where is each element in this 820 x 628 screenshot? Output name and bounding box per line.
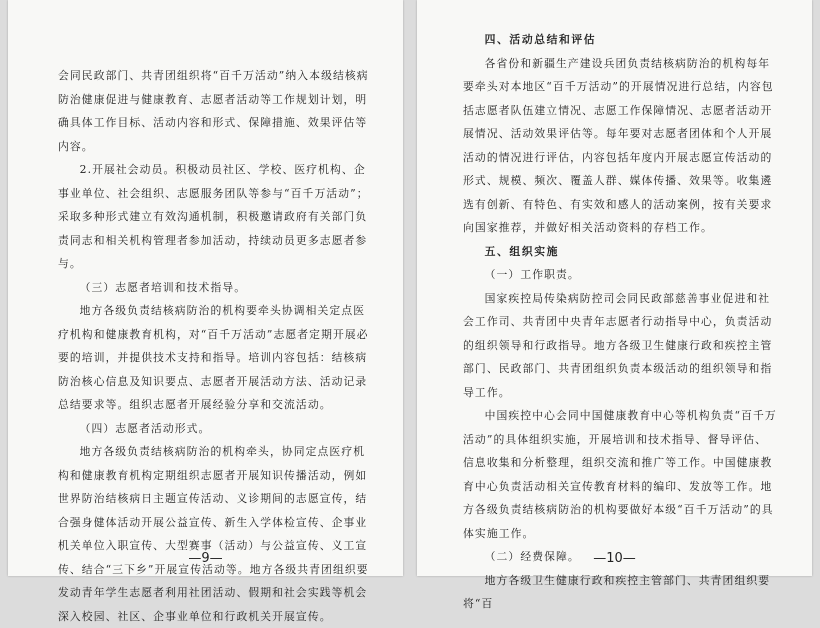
paragraph: 2.开展社会动员。积极动员社区、学校、医疗机构、企事业单位、社会组织、志愿服务团队等参与“百千万活动”；采取多种形式建立有效沟通机制，积极邀请政府有关部门负责同志和相关机构管理者参加活动，持续动员更多志愿者参与。: [58, 163, 369, 270]
section-heading: （一）工作职责。: [484, 268, 580, 281]
section-heading: （二）经费保障。: [484, 550, 580, 563]
paragraph: 地方各级卫生健康行政和疾控主管部门、共青团组织要将“百: [463, 573, 771, 610]
page-number: —10—: [593, 551, 636, 566]
section-heading: （三）志愿者培训和技术指导。: [79, 280, 247, 294]
page-10-body: [463, 28, 778, 616]
paragraph: 会同民政部门、共青团组织将“百千万活动”纳入本级结核病防治健康促进与健康教育、志愿者活动等工作规划计划，明确具体工作目标、活动内容和形式、保障措施、效果评估等内容。: [58, 69, 369, 153]
page-9[interactable]: [8, 0, 403, 623]
paragraph: 各省份和新疆生产建设兵团负责结核病防治的机构每年要牵头对本地区“百千万活动”的开展情况进行总结，内容包括志愿者队伍建立情况、志愿工作保障情况、志愿者活动开展情况、活动效果评估等。每年要对志愿者团体和个人开展活动的情况进行评估，内容包括年度内开展志愿宣传活动的形式、规模、频次、覆盖人群、媒体传播、效果等。收集遴选有创新、有特色、有实效和感人的活动案例，按有关要求向国家推荐，并做好相关活动资料的存档工作。: [463, 56, 774, 234]
page-10[interactable]: [417, 0, 812, 610]
section-title: 四、活动总结和评估: [484, 33, 597, 46]
paragraph: 国家疾控局传染病防控司会同民政部慈善事业促进和社会工作司、共青团中央青年志愿者行动指导中心，负责活动的组织领导和行政指导。地方各级卫生健康行政和疾控主管部门、民政部门、共青团组织负责本级活动的组织领导和指导工作。: [463, 291, 773, 399]
page-number: —9—: [188, 551, 223, 566]
paragraph: 中国疾控中心会同中国健康教育中心等机构负责“百千万活动”的具体组织实施，开展培训和技术指导、督导评估、信息收集和分析整理，组织交流和推广等工作。中国健康教育中心负责活动相关宣传教育材料的编印、发放等工作。地方各级负责结核病防治的机构要做好本级“百千万活动”的具体实施工作。: [463, 409, 777, 540]
paragraph: 地方各级负责结核病防治的机构牵头，协同定点医疗机构和健康教育机构定期组织志愿者开展知识传播活动，例如世界防治结核病日主题宣传活动、义诊期间的志愿宣传，结合强身健体活动开展公益宣传、新生入学体检宣传、企事业机关单位入职宣传、大型赛事（活动）与公益宣传、义工宣传、结合“三下乡”开展宣传活动等。地方各级共青团组织要发动青年学生志愿者利用社团活动、假期和社会实践等机会深入校园、社区、企事业单位和行政机关开展宣传。: [58, 445, 369, 623]
page-9-body: [58, 64, 369, 628]
paragraph: 地方各级负责结核病防治的机构要牵头协调相关定点医疗机构和健康教育机构，对“百千万活动”志愿者定期开展必要的培训，并提供技术支持和指导。培训内容包括：结核病防治核心信息及知识要点、志愿者开展活动方法、活动记录总结要求等。组织志愿者开展经验分享和交流活动。: [58, 304, 369, 411]
section-heading: （四）志愿者活动形式。: [79, 421, 211, 435]
section-title: 五、组织实施: [484, 244, 560, 258]
